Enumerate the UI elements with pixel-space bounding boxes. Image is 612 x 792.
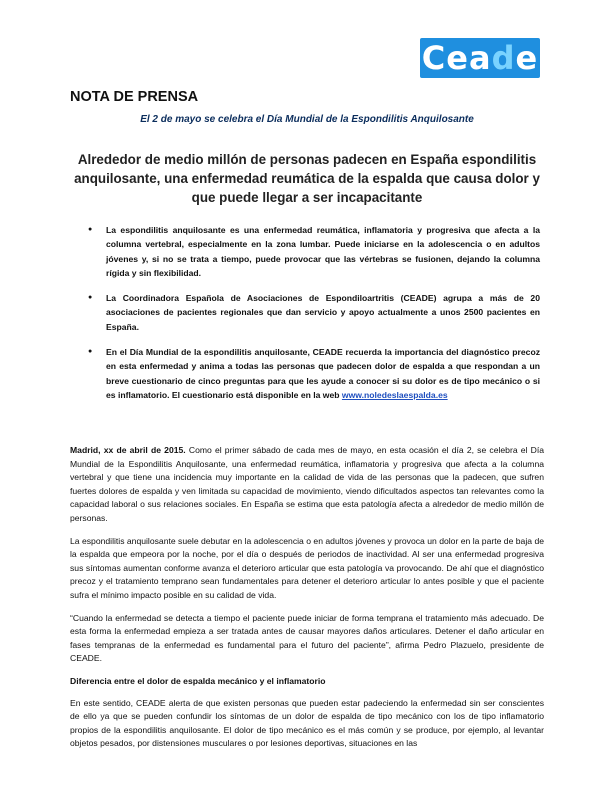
ceade-logo	[420, 38, 540, 78]
press-release-label: NOTA DE PRENSA	[70, 89, 199, 105]
body-paragraph: Madrid, xx de abril de 2015. Como el primer sábado de cada mes de mayo, en esta ocasión el día 2, se celebra el Día Mundial de la Espondilitis Anquilosante, una enfermedad reumática, inflamatoria y progresiva que afecta a la columna vertebral y que tiene una incidencia muy importante en la calidad de vida de las personas que la padecen, que sufren fuertes dolores de espalda y ven limitada su capacidad de movimiento, viendo dificultados aspectos tan relevantes como la capacidad laboral o sus relaciones sociales. En España se estima que esta patología afecta a alrededor de medio millón de personas.	[70, 445, 545, 523]
quote-paragraph: “Cuando la enfermedad se detecta a tiempo el paciente puede iniciar de forma temprana el tratamiento más adecuado. De esta forma la enfermedad empieza a ser tratada antes de causar mayores daños articulares. Detener el daño articular en fases tempranas de la enfermedad es fundamental para el futuro del paciente”, afirma Pedro Plazuelo, presidente de CEADE.	[70, 612, 544, 664]
key-point-text: La Coordinadora Española de Asociaciones de Espondiloartritis (CEADE) agrupa a más de 20 asociaciones de pacientes regionales que dan servicio y apoyo actualmente a unos 2500 pacientes en España.	[106, 293, 540, 332]
key-point	[88, 291, 540, 334]
event-subtitle: El 2 de mayo se celebra el Día Mundial de la Espondilitis Anquilosante	[140, 114, 474, 125]
dateline: Madrid, xx de abril de 2015.	[70, 445, 186, 455]
bullet-icon: ●	[88, 348, 93, 356]
article-body	[70, 444, 544, 760]
bullet-icon: ●	[88, 226, 93, 233]
section-heading: Diferencia entre el dolor de espalda mecánico y el inflamatorio	[70, 675, 326, 686]
body-paragraph: La espondilitis anquilosante suele debutar en la adolescencia o en adultos jóvenes y provoca un dolor en la parte de baja de la espalda que empeora por la noche, por el día o después de periodos de inactividad. Al ser una enfermedad progresiva sus síntomas aumentan conforme avanza el deterioro articular que esta patología va provocando. De ahí que el diagnóstico precoz y el tratamiento temprano sean fundamentales para detener el deterioro articular lo antes posible y que el paciente sufra el mínimo impacto posible en su calidad de vida.	[70, 535, 544, 600]
body-paragraph: En este sentido, CEADE alerta de que existen personas que pueden estar padeciendo la enfermedad sin ser conscientes de ello ya que se pueden confundir los síntomas de un dolor de espalda de tipo mecánico con los de tipo inflamatorio propios de la espondilitis anquilosante. El dolor de tipo mecánico es el más común y se produce, por ejemplo, al levantar objetos pesados, por distensiones musculares o por lesiones deportivas, situaciones en las	[70, 697, 544, 749]
key-points-list	[88, 223, 540, 413]
logo-wordmark: Ceade	[421, 39, 539, 77]
key-point-text: La espondilitis anquilosante es una enfermedad reumática, inflamatoria y progresiva que afecta a la columna vertebral, especialmente en la zona lumbar. Puede iniciarse en la adolescencia o en adultos jóvenes y, si no se trata a tiempo, puede provocar que las vértebras se fusionen, dejando la columna rígida y sin flexibilidad.	[106, 225, 540, 278]
key-point-text: En el Día Mundial de la espondilitis anquilosante, CEADE recuerda la importancia del diagnóstico precoz en esta enfermedad y anima a todas las personas que padecen dolor de espalda a que respondan a un breve cuestionario de cinco preguntas para que les ayude a conocer si su dolor es de tipo mecánico o si es inflamatorio. El cuestionario está disponible en la web	[106, 347, 540, 400]
key-point	[88, 223, 540, 280]
bullet-icon: ●	[88, 294, 93, 302]
headline: Alrededor de medio millón de personas padecen en España espondilitis anquilosante, una enfermedad reumática de la espalda que causa dolor y que puede llegar a ser incapacitante	[74, 152, 540, 205]
questionnaire-link[interactable]: www.noledeslaespalda.es	[341, 389, 448, 400]
key-point	[88, 345, 540, 402]
